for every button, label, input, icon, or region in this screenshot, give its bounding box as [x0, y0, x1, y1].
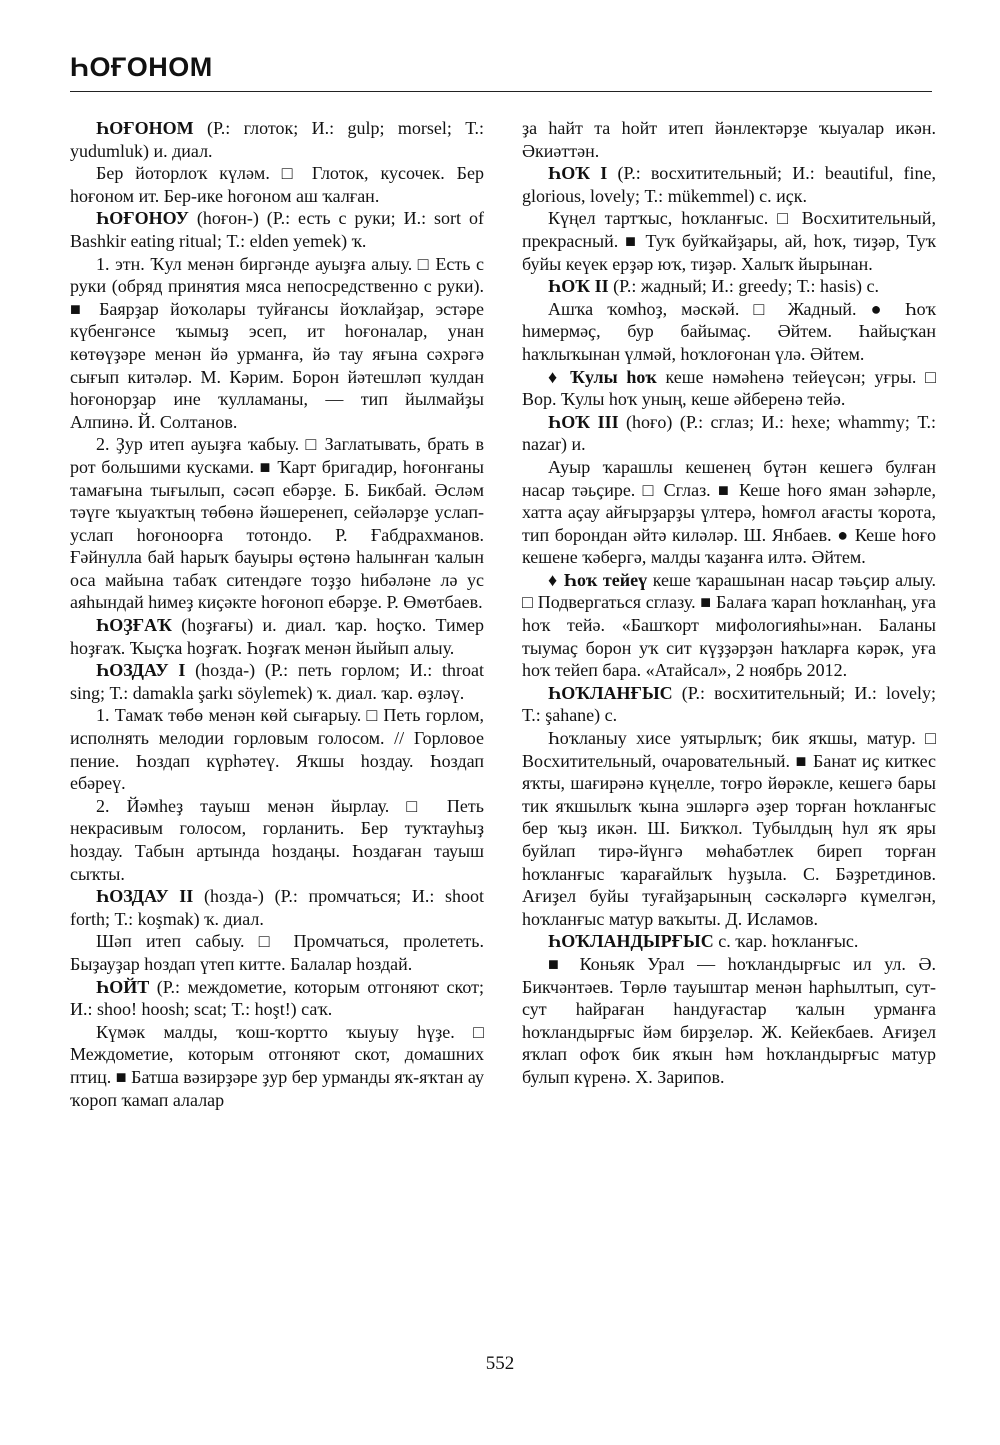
entry-paragraph: [70, 433, 484, 614]
entry-text: (һоҙғағы) и. диал. ҡар. һоҫҡо. Тимер һоҙғаҡ. Ҡыҫҡа һоҙғаҡ. Һоҙғаҡ менән йыйып алыу.: [70, 615, 485, 658]
entry-text: (һозда-) (Р.: промчаться; И.: shoot forth; Т.: koşmak) ҡ. диал.: [70, 886, 485, 929]
entry-paragraph: [70, 976, 484, 1021]
entry-text: Ашҡа ҡомһоҙ, мәскәй. □ Жадный. ● Һоҡ һимермәҫ, бур байымаҫ. Әйтем. Һайыҫҡан һаҡлыҡынан үлмәй, һоҡлоғонан үлә. Әйтем.: [522, 298, 936, 364]
entry-paragraph: [522, 117, 936, 162]
entry-text: Шәп итеп сабыу. □ Промчаться, пролететь. Быҙауҙар һоздап үтеп китте. Балалар һоздай.: [70, 931, 484, 974]
entry-text: 1. Тамаҡ төбө менән көй сығарыу. □ Петь горлом, исполнять мелодии горловым голосом. // Горловое пение. Һоздап күрһәтеү. Яҡшы һоздау. Һоздап ебәреү.: [70, 705, 484, 794]
entry-text: 2. Йәмһеҙ тауыш менән йырлау. □ Петь некрасивым голосом, горланить. Бер туҡтауһыҙ һоздау. Табын артында һоздаңы. Һоздаған тауыш сыҡты.: [70, 795, 484, 884]
entry-paragraph: [70, 614, 484, 659]
headword: ҺОҠ I: [548, 163, 608, 184]
entry-text: кеше нәмәһенә тейеүсән; уғры. □ Вор. Ҡулы һоҡ уның, кеше әйберенә тейә.: [522, 366, 937, 410]
header-rule: [70, 91, 932, 92]
entry-text: Күңел тартҡыс, һоҡланғыс. □ Восхитительный, прекрасный. ■ Туҡ буйҡайҙары, ай, һоҡ, тиҙәр, Туҡ буйы кеүек ерҙәр юҡ, тиҙәр. Халыҡ йырынан.: [522, 208, 936, 274]
entry-text: (Р.: жадный; И.: greedy; Т.: hasis) с.: [613, 276, 879, 297]
entry-paragraph: [70, 704, 484, 794]
entry-text: 1. этн. Ҡул менән биргәнде ауыҙға алыу. □ Есть с руки (обряд принятия мяса непосредственно с руки). ■ Баярҙар йоҡолары туйғансы йоҡлайҙар, эстәре күбенгәнсе ҡымыҙ эсеп, ит һоғоналар, унан көтөүҙәре менән йә урманға, йә тау яғына сәхрәгә сығып китәләр. М. Кәрим. Борон йәтешләп ҡулдан һоғонорҙар ине ҡулламаны, — тип йылмайҙы Алпинә. Й. Солтанов.: [70, 253, 484, 432]
entry-text: с. ҡар. һоҡланғыс.: [718, 931, 859, 952]
entry-paragraph: [522, 366, 936, 411]
entry-paragraph: [70, 1021, 484, 1111]
entry-paragraph: [70, 207, 484, 252]
entry-paragraph: [522, 953, 936, 1089]
entry-text: (һоғон-) (Р.: есть с руки; И.: sort of Bashkir eating ritual; Т.: elden yemek) ҡ.: [70, 208, 484, 251]
left-column: [70, 117, 484, 1111]
entry-text: (Р.: глоток; И.: gulp; morsel; Т.: yudumluk) и. диал.: [70, 118, 484, 161]
entry-text: (Р.: восхитительный; И.: lovely; Т.: şahane) с.: [522, 682, 936, 726]
headword: ҺОЙТ: [96, 976, 150, 997]
entry-paragraph: [522, 569, 936, 682]
idiom-headword: ♦ Һоҡ тейеү: [548, 569, 648, 590]
entry-paragraph: [522, 207, 936, 275]
entry-paragraph: [70, 162, 484, 207]
entry-paragraph: [70, 659, 484, 704]
entry-paragraph: [70, 930, 484, 975]
headword: ҺОЗДАУ I: [96, 660, 186, 681]
entry-paragraph: [522, 456, 936, 569]
right-column: [522, 117, 936, 1089]
entry-paragraph: [70, 885, 484, 930]
entry-paragraph: [70, 795, 484, 885]
entry-paragraph: [522, 275, 936, 298]
entry-paragraph: [522, 411, 936, 456]
entry-text: (һоғо) (Р.: сглаз; И.: hexe; whammy; Т.: nazar) и.: [522, 411, 937, 455]
headword: ҺОҠЛАНҒЫС: [548, 682, 673, 703]
entry-paragraph: [70, 253, 484, 434]
headword: ҺОҠЛАНДЫРҒЫС: [548, 931, 714, 952]
entry-text: Күмәк малды, ҡош-ҡортто ҡыуыу һүҙе. □ Междометие, которым отгоняют скот, домашних птиц. ■ Батша вәзирҙәре ҙур бер урманды яҡ-яҡтан ау ҡороп ҡамап алалар: [70, 1021, 484, 1110]
entry-text: кеше ҡарашынан насар тәьҫир алыу. □ Подвергаться сглазу. ■ Балаға ҡарап һоҡланһаң, уға һоҡ тейә. «Башҡорт мифологияһы»нан. Баланы тыумаҫ борон уҡ сит күҙҙәрҙән һаҡларға кәрәк, уға һоҡ тейеп бара. «Атайсал», 2 ноябрь 2012.: [522, 569, 936, 681]
headword: ҺОЗДАУ II: [96, 886, 194, 907]
entry-text: Һоҡланыу хисе уятырлыҡ; бик яҡшы, матур. □ Восхитительный, очаровательный. ■ Банат иҫ киткес яҡты, шағирәнә күңелле, тоғро йөрәкле, кешегә бары тик яҡшылыҡ ҡына эшләргә әҙер торған һоҡланғыс бер ҡыҙ икән. Ш. Биҡҡол. Тубылдың һул яҡ яры буйлап тирә-йүнгә мөһабәтлек биреп торған һоҡланғыс ҡарағайлыҡ һуҙыла. С. Бәҙретдинов. Ағиҙел буйы туғайҙарының сәскәләргә күмелгән, һоҡланғыс матур ваҡыты. Д. Исламов.: [522, 728, 936, 929]
entry-text: 2. Ҙур итеп ауыҙға ҡабыу. □ Заглатывать, брать в рот большими кусками. ■ Ҡарт бригадир, һоғонғаны тамағына тығылып, сәсәп ебәрҙе. Б. Бикбай. Әсләм тәүге ҡыуаҡтың төбөнә йәшеренеп, сейәләрҙе услап-услап һоғоноорға тотондо. Р. Ғабдрахманов. Ғәйнулла бай һарыҡ бауыры өҫтөнә һалынған ҡалын оса майына табаҡ ситендәге тоҙҙо һибәләне лә ус аяһындай һимеҙ киҫәкте һоғоноп ебәрҙе. Р. Өмөтбаев.: [70, 434, 484, 613]
idiom-headword: ♦ Ҡулы һоҡ: [548, 366, 657, 387]
headword: ҺОҠ III: [548, 411, 619, 432]
headword: ҺОҒОНОУ: [96, 208, 189, 229]
page-number: 552: [485, 1353, 515, 1374]
entry-text: ҙа һайт та һойт итеп йәнлектәрҙе ҡыуалар икән. Әкиәттән.: [522, 118, 936, 161]
headword: ҺОҘҒАҠ: [96, 615, 173, 636]
entry-paragraph: [522, 298, 936, 366]
headword: ҺОҠ II: [548, 276, 609, 297]
entry-paragraph: [522, 682, 936, 727]
entry-text: (Р.: восхитительный; И.: beautiful, fine, glorious, lovely; Т.: mükemmel) с. иҫк.: [522, 163, 936, 206]
entry-text: ■ Коньяк Урал — һоҡландырғыс ил ул. Ә. Бикчәнтәев. Төрлө тауыштар менән һарһылтып, сут-сут һайраған һандуғастар ҡалын урманға һоҡландырғыс йәм бирҙеләр. Ж. Кейекбаев. Ағиҙел яҡлап офоҡ бик яҡын һәм һоҡландырғыс матур булып күренә. Х. Зарипов.: [522, 953, 936, 1087]
headword: ҺОҒОНОМ: [96, 118, 194, 138]
entry-text: Ауыр ҡарашлы кешенең бүтән кешегә булған насар тәьҫире. □ Сглаз. ■ Кеше һоғо яман зәһәрле, хатта аҫау айғырҙарҙы үлтерә, һомғол ағасты ҡорота, тип борондан әйтә киләләр. Ш. Янбаев. ● Кеше һоғо кешене ҡәбергә, малды ҡаҙанға илтә. Әйтем.: [522, 456, 936, 568]
entry-text: (һозда-) (Р.: петь горлом; И.: throat sing; Т.: damakla şarkı söylemek) ҡ. диал. ҡар. өҙләү.: [70, 660, 484, 703]
running-head: ҺОҒОНОМ: [70, 52, 213, 82]
entry-paragraph: [522, 162, 936, 207]
entry-text: (Р.: междометие, которым отгоняют скот; И.: shoo! hoosh; scat; Т.: hoşt!) саҡ.: [70, 976, 484, 1020]
entry-paragraph: [522, 727, 936, 930]
entry-paragraph: [70, 117, 484, 162]
entry-text: Бер йоторлоҡ күләм. □ Глоток, кусочек. Бер һоғоном ит. Бер-ике һоғоном аш ҡалған.: [70, 163, 484, 206]
entry-paragraph: [522, 930, 936, 953]
